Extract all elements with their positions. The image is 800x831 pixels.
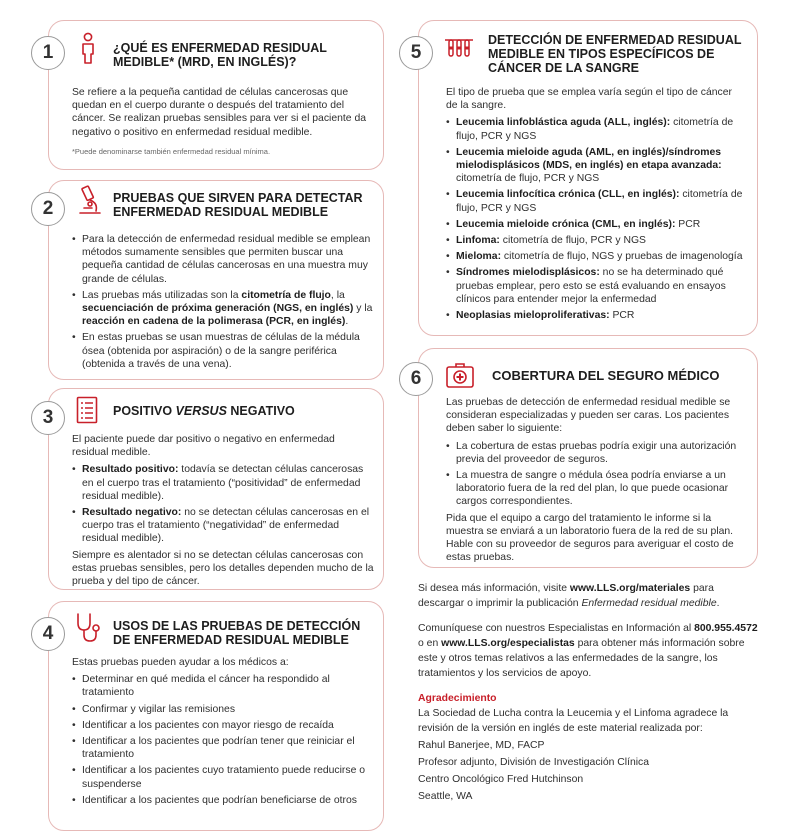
section-4-intro: Estas pruebas pueden ayudar a los médicos a: [72, 657, 289, 668]
list-item: • Resultado positivo: todavía se detectan células cancerosas en el cuerpo tras el tratamiento (“positividad” de enfermedad residual medible). [72, 463, 374, 503]
section-6-title: COBERTURA DEL SEGURO MÉDICO [492, 368, 720, 383]
test-tubes-icon [444, 36, 474, 63]
list-item: • Resultado negativo: no se detectan células cancerosas en el cuerpo tras el tratamiento (“negatividad” de enfermedad residual medible). [72, 506, 374, 546]
ack-line: Centro Oncológico Fred Hutchinson [418, 774, 584, 785]
info-paragraph-1: Si desea más información, visite www.LLS.org/materiales para descargar o imprimir la publicación Enfermedad residual medible. [418, 583, 720, 609]
lls-especialistas-link[interactable]: www.LLS.org/especialistas [441, 638, 575, 649]
section-3-number: 3 [31, 401, 65, 435]
ack-text: La Sociedad de Lucha contra la Leucemia y el Linfoma agradece la revisión de la versión en inglés de este material realizada por: [418, 708, 729, 734]
section-3-title: POSITIVO VERSUS NEGATIVO [113, 404, 295, 418]
list-item: • Síndromes mielodisplásicos: no se ha determinado qué pruebas emplear, pero esto se está evaluando en ensayos clínicos para entender mejor la enfermedad [446, 266, 746, 306]
list-item: • Para la detección de enfermedad residual medible se emplean métodos sumamente sensibles que permiten buscar una pequeña cantidad de células cancerosas en una muestra muy grande de células. [72, 233, 374, 286]
info-block [418, 581, 758, 804]
section-4-title: USOS DE LAS PRUEBAS DE DETECCIÓN DE ENFERMEDAD RESIDUAL MEDIBLE [113, 619, 361, 647]
list-item: • Las pruebas más utilizadas son la citometría de flujo, la secuenciación de próxima generación (NGS, en inglés) y la reacción en cadena de la polimerasa (PCR, en inglés). [72, 289, 374, 329]
section-5-number: 5 [399, 36, 433, 70]
list-item: • Leucemia linfocítica crónica (CLL, en inglés): citometría de flujo, PCR y NGS [446, 188, 746, 214]
microscope-icon [74, 184, 106, 223]
list-item: • Determinar en qué medida el cáncer ha respondido al tratamiento [72, 673, 374, 699]
list-item: • La muestra de sangre o médula ósea podría enviarse a un laboratorio fuera de la red del plan, lo que puede ocasionar cargos correspondientes. [446, 469, 748, 509]
section-1-text: Se refiere a la pequeña cantidad de células cancerosas que quedan en el cuerpo durante o después del tratamiento del cáncer. Se realizan pruebas sensibles para ver si el paciente da negativo o positivo en enfermedad residual medible. [72, 87, 366, 138]
list-item: • Identificar a los pacientes que podrían tener que reiniciar el tratamiento [72, 735, 374, 761]
section-6-number: 6 [399, 362, 433, 396]
medical-cross-icon [446, 363, 474, 394]
section-5-body [446, 86, 746, 325]
section-6-body [446, 396, 748, 568]
section-3-intro: El paciente puede dar positivo o negativo en enfermedad residual medible. [72, 434, 335, 459]
lls-materiales-link[interactable]: www.LLS.org/materiales [569, 583, 691, 594]
ack-title: Agradecimiento [418, 693, 497, 704]
section-5-title: DETECCIÓN DE ENFERMEDAD RESIDUAL MEDIBLE EN TIPOS ESPECÍFICOS DE CÁNCER DE LA SANGRE [488, 33, 742, 75]
section-6-closing: Pida que el equipo a cargo del tratamiento le informe si la muestra se enviará a un laboratorio fuera de la red de su plan. Hable con su proveedor de seguros para averiguar el costo de estas pruebas. [446, 512, 734, 564]
section-1-body [72, 86, 372, 158]
section-4-number: 4 [31, 617, 65, 651]
section-2-title: PRUEBAS QUE SIRVEN PARA DETECTAR ENFERMEDAD RESIDUAL MEDIBLE [113, 191, 363, 219]
ack-line: Profesor adjunto, División de Investigación Clínica [418, 757, 650, 768]
list-item: • Neoplasias mieloproliferativas: PCR [446, 309, 746, 322]
section-6-intro: Las pruebas de detección de enfermedad residual medible se consideran especializadas y pueden ser caras. Los pacientes deben saber lo siguiente: [446, 397, 731, 435]
list-item: • Identificar a los pacientes que podrían beneficiarse de otros [72, 794, 374, 807]
list-item: • Identificar a los pacientes con mayor riesgo de recaída [72, 719, 374, 732]
list-item: • Leucemia linfoblástica aguda (ALL, inglés): citometría de flujo, PCR y NGS [446, 116, 746, 142]
ack-line: Rahul Banerjee, MD, FACP [418, 740, 545, 751]
info-paragraph-2: Comuníquese con nuestros Especialistas en Información al 800.955.4572 o en www.LLS.org/especialistas para obtener más información sobre este y otros temas relativos a las enfermedades de la sangre, los tratamientos y los servicios de apoyo. [418, 623, 758, 679]
section-2-number: 2 [31, 192, 65, 226]
ack-line: Seattle, WA [418, 791, 473, 802]
section-4-body [72, 656, 374, 810]
list-item: • Leucemia mieloide aguda (AML, en inglés)/síndromes mielodisplásicos (MDS, en inglés) en etapa avanzada: citometría de flujo, PCR y NGS [446, 146, 746, 186]
section-3-body [72, 433, 374, 592]
list-item: • La cobertura de estas pruebas podría exigir una autorización previa del proveedor de seguros. [446, 440, 748, 466]
list-item: • Linfoma: citometría de flujo, PCR y NGS [446, 234, 746, 247]
document-list-icon [76, 396, 98, 429]
section-2-body [72, 233, 374, 374]
list-item: • Confirmar y vigilar las remisiones [72, 703, 374, 716]
list-item: • Mieloma: citometría de flujo, NGS y pruebas de imagenología [446, 250, 746, 263]
list-item: • Identificar a los pacientes cuyo tratamiento puede reducirse o suspenderse [72, 764, 374, 790]
stethoscope-icon [74, 612, 104, 649]
phone-number[interactable]: 800.955.4572 [694, 623, 758, 634]
section-1-title: ¿QUÉ ES ENFERMEDAD RESIDUAL MEDIBLE* (MRD, EN INGLÉS)? [113, 41, 327, 69]
person-icon [80, 32, 96, 69]
section-1-number: 1 [31, 36, 65, 70]
list-item: • Leucemia mieloide crónica (CML, en inglés): PCR [446, 218, 746, 231]
section-5-intro: El tipo de prueba que se emplea varía según el tipo de cáncer de la sangre. [446, 87, 732, 112]
section-1-footnote: *Puede denominarse también enfermedad residual mínima. [72, 146, 271, 156]
list-item: • En estas pruebas se usan muestras de células de la médula ósea (obtenida por aspiración) o de la sangre periférica (obtenida a través de una vena). [72, 331, 374, 371]
section-3-closing: Siempre es alentador si no se detectan células cancerosas con estas pruebas sensibles, pero los detalles dependen mucho de la prueba y del tipo de cáncer. [72, 549, 374, 588]
